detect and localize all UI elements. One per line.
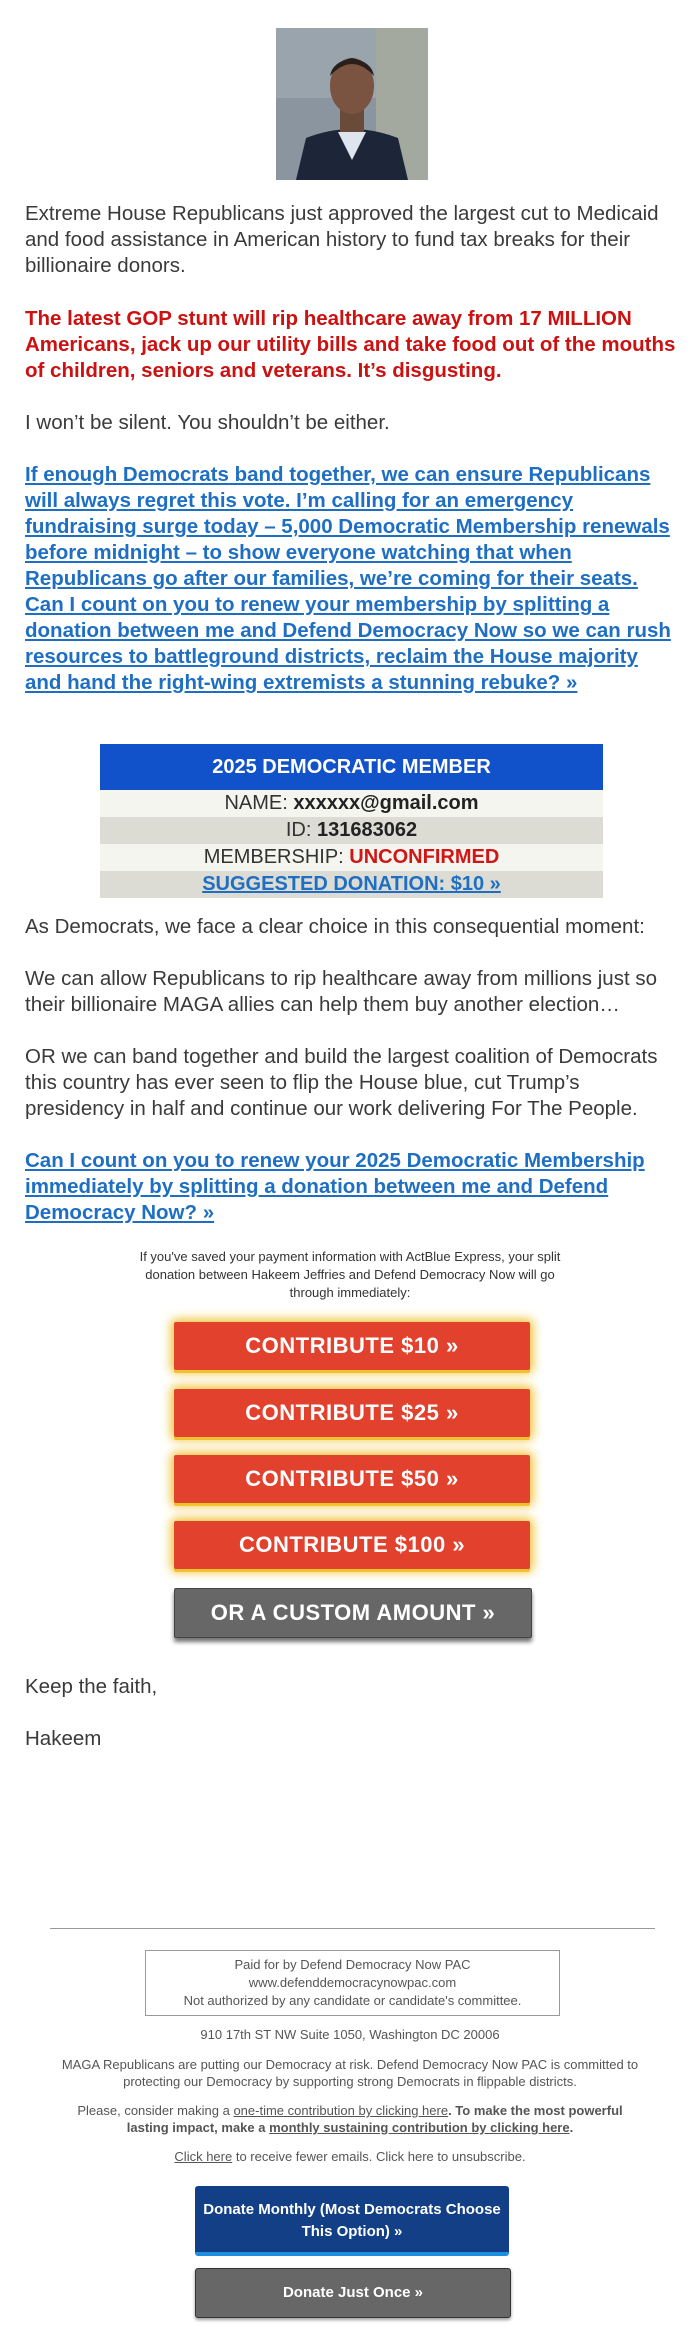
fewer-emails-link[interactable]: Click here: [174, 2149, 233, 2164]
footer-address: 910 17th ST NW Suite 1050, Washington DC 20006: [200, 2027, 500, 2042]
suggested-donation-row[interactable]: [100, 871, 603, 898]
paid-by-text: Paid for by Defend Democracy Now PAC: [234, 1957, 471, 1972]
not-authorized-text: Not authorized by any candidate or candidate's committee.: [183, 1993, 522, 2008]
contribute-100-button[interactable]: CONTRIBUTE $100 »: [174, 1521, 530, 1569]
membership-label: MEMBERSHIP:: [203, 846, 344, 868]
id-label: ID:: [285, 819, 312, 841]
footer-mission: MAGA Republicans are putting our Democracy at risk. Defend Democracy Now PAC is committed to protecting our Democracy by supporting strong Democrats in flippable districts.: [61, 2057, 639, 2089]
alert-paragraph: The latest GOP stunt will rip healthcare away from 17 MILLION Americans, jack up our utility bills and take food out of the mouths of children, seniors and veterans. It’s disgusting.: [25, 307, 676, 382]
membership-card[interactable]: [100, 744, 603, 898]
signoff: Keep the faith,: [25, 1675, 158, 1698]
membership-id-row: [100, 817, 603, 844]
choice-intro: As Democrats, we face a clear choice in this consequential moment:: [25, 915, 645, 938]
choice-b-paragraph: OR we can band together and build the largest coalition of Democrats this country has ever seen to flip the House blue, cut Trump’s presidency in half and continue our work delivering For The People.: [25, 1045, 658, 1120]
membership-card-title: 2025 DEMOCRATIC MEMBER: [100, 744, 603, 790]
silent-paragraph: I won’t be silent. You shouldn’t be either.: [25, 411, 390, 434]
contribute-25-button[interactable]: CONTRIBUTE $25 »: [174, 1389, 530, 1437]
signature: Hakeem: [25, 1727, 102, 1750]
portrait-image: [276, 28, 428, 180]
footer-consider: [60, 2102, 640, 2136]
consider-mid-text: . To make the most powerful lasting impact, make a: [126, 2103, 623, 2135]
contribute-50-button[interactable]: CONTRIBUTE $50 »: [174, 1455, 530, 1503]
footer-email-prefs: [60, 2148, 640, 2165]
candidate-photo: [276, 28, 428, 180]
footer-divider: [50, 1928, 655, 1929]
custom-amount-button[interactable]: OR A CUSTOM AMOUNT »: [174, 1588, 532, 1638]
fewer-emails-text: to receive fewer emails. Click here to unsubscribe.: [232, 2149, 526, 2164]
name-label: NAME:: [224, 792, 288, 814]
id-value: 131683062: [317, 819, 418, 841]
contribute-10-button[interactable]: CONTRIBUTE $10 »: [174, 1322, 530, 1370]
renew-2025-link[interactable]: Can I count on you to renew your 2025 Democratic Membership immediately by splitting a donation between me and Defend Democracy Now? »: [25, 1149, 645, 1224]
membership-name-row: [100, 790, 603, 817]
intro-paragraph: Extreme House Republicans just approved the largest cut to Medicaid and food assistance in American history to fund tax breaks for their billionaire donors.: [25, 202, 659, 277]
one-time-contribution-link[interactable]: one-time contribution by clicking here: [233, 2103, 449, 2118]
paid-for-box: [145, 1950, 560, 2016]
membership-status-row: [100, 844, 603, 871]
name-value: xxxxxx@gmail.com: [293, 792, 479, 814]
consider-end-text: .: [569, 2120, 574, 2135]
donate-monthly-button[interactable]: Donate Monthly (Most Democrats Choose This Option) »: [195, 2186, 509, 2256]
actblue-express-note: If you've saved your payment information with ActBlue Express, your split donation between Hakeem Jeffries and Defend Democracy Now will go through immediately:: [139, 1249, 561, 1300]
suggested-donation-link[interactable]: SUGGESTED DONATION: $10 »: [202, 873, 501, 895]
consider-pre-text: Please, consider making a: [77, 2103, 234, 2118]
membership-status-value: UNCONFIRMED: [349, 846, 500, 868]
pac-website-link[interactable]: www.defenddemocracynowpac.com: [248, 1975, 457, 1990]
donate-once-button[interactable]: Donate Just Once »: [195, 2268, 511, 2318]
choice-a-paragraph: We can allow Republicans to rip healthcare away from millions just so their billionaire MAGA allies can help them buy another election…: [25, 967, 657, 1016]
renew-membership-link[interactable]: If enough Democrats band together, we can ensure Republicans will always regret this vote. I’m calling for an emergency fundraising surge today – 5,000 Democratic Membership renewals before midnight – to show everyone watching that when Republicans go after our families, we’re coming for their seats. Can I count on you to renew your membership by splitting a donation between me and Defend Democracy Now so we can rush resources to battleground districts, reclaim the House majority and hand the right-wing extremists a stunning rebuke? »: [25, 463, 671, 694]
monthly-contribution-link[interactable]: monthly sustaining contribution by clicking here: [269, 2120, 570, 2135]
